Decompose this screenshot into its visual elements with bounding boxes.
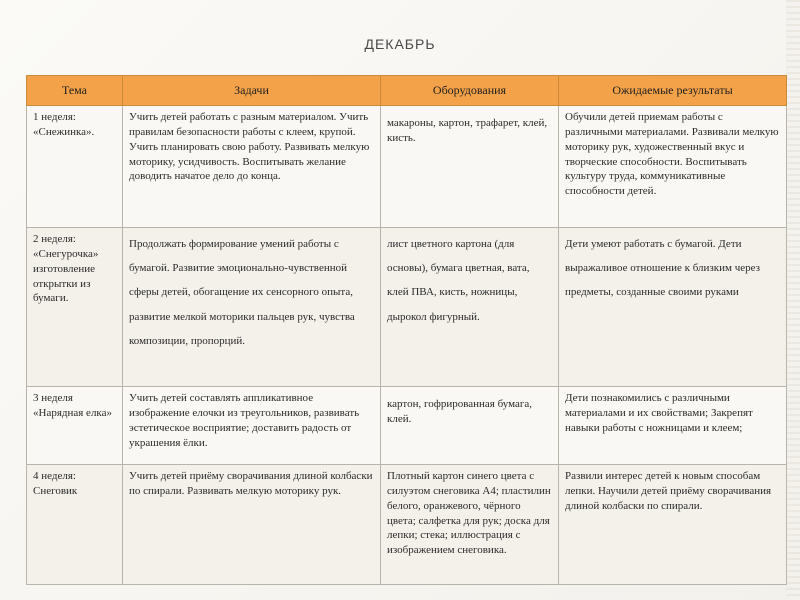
table-header-row (27, 76, 787, 106)
table-row (27, 106, 787, 228)
header-tasks: Задачи (123, 76, 381, 106)
table-row (27, 228, 787, 387)
cell-theme: 2 неделя: «Снегурочка» изготовление открытки из бумаги. (27, 228, 123, 387)
cell-results: Дети познакомились с различными материалами и их свойствами; Закрепят навыки работы с ножницами и клеем; (559, 387, 787, 465)
lesson-plan-table (26, 75, 787, 585)
table-row (27, 387, 787, 465)
cell-results: Дети умеют работать с бумагой. Дети выражаливое отношение к близким через предметы, созданные своими руками (559, 228, 787, 387)
header-equipment: Оборудования (381, 76, 559, 106)
cell-theme: 4 неделя: Снеговик (27, 465, 123, 585)
cell-theme: 3 неделя «Нарядная елка» (27, 387, 123, 465)
cell-theme: 1 неделя: «Снежинка». (27, 106, 123, 228)
cell-equipment: макароны, картон, трафарет, клей, кисть. (381, 106, 559, 228)
cell-equipment: картон, гофрированная бумага, клей. (381, 387, 559, 465)
decorative-edge (786, 0, 800, 600)
header-theme: Тема (27, 76, 123, 106)
cell-results: Обучили детей приемам работы с различными материалами. Развивали мелкую моторику рук, художественный вкус и творческие способности. Воспитывать культуру труда, коммуникативные способности детей. (559, 106, 787, 228)
cell-tasks: Продолжать формирование умений работы с бумагой. Развитие эмоционально-чувственной сферы детей, обогащение их сенсорного опыта, развитие мелкой моторики пальцев рук, чувства композиции, пропорций. (123, 228, 381, 387)
cell-results: Развили интерес детей к новым способам лепки. Научили детей приёму сворачивания длиной колбаски по спирали. (559, 465, 787, 585)
cell-tasks: Учить детей приёму сворачивания длиной колбаски по спирали. Развивать мелкую моторику рук. (123, 465, 381, 585)
header-results: Ожидаемые результаты (559, 76, 787, 106)
cell-equipment: Плотный картон синего цвета с силуэтом снеговика А4; пластилин белого, оранжевого, чёрного цвета; салфетка для рук; доска для лепки; стека; иллюстрация с изображением снеговика. (381, 465, 559, 585)
slide-title: ДЕКАБРЬ (364, 36, 436, 52)
cell-equipment: лист цветного картона (для основы), бумага цветная, вата, клей ПВА, кисть, ножницы, дырокол фигурный. (381, 228, 559, 387)
table-row (27, 465, 787, 585)
cell-tasks: Учить детей составлять аппликативное изображение елочки из треугольников, развивать эстетическое восприятие; доставить радость от украшения ёлки. (123, 387, 381, 465)
cell-tasks: Учить детей работать с разным материалом. Учить правилам безопасности работы с клеем, крупой. Учить планировать свою работу. Развивать мелкую моторику, усидчивость. Воспитывать желание доводить начатое дело до конца. (123, 106, 381, 228)
